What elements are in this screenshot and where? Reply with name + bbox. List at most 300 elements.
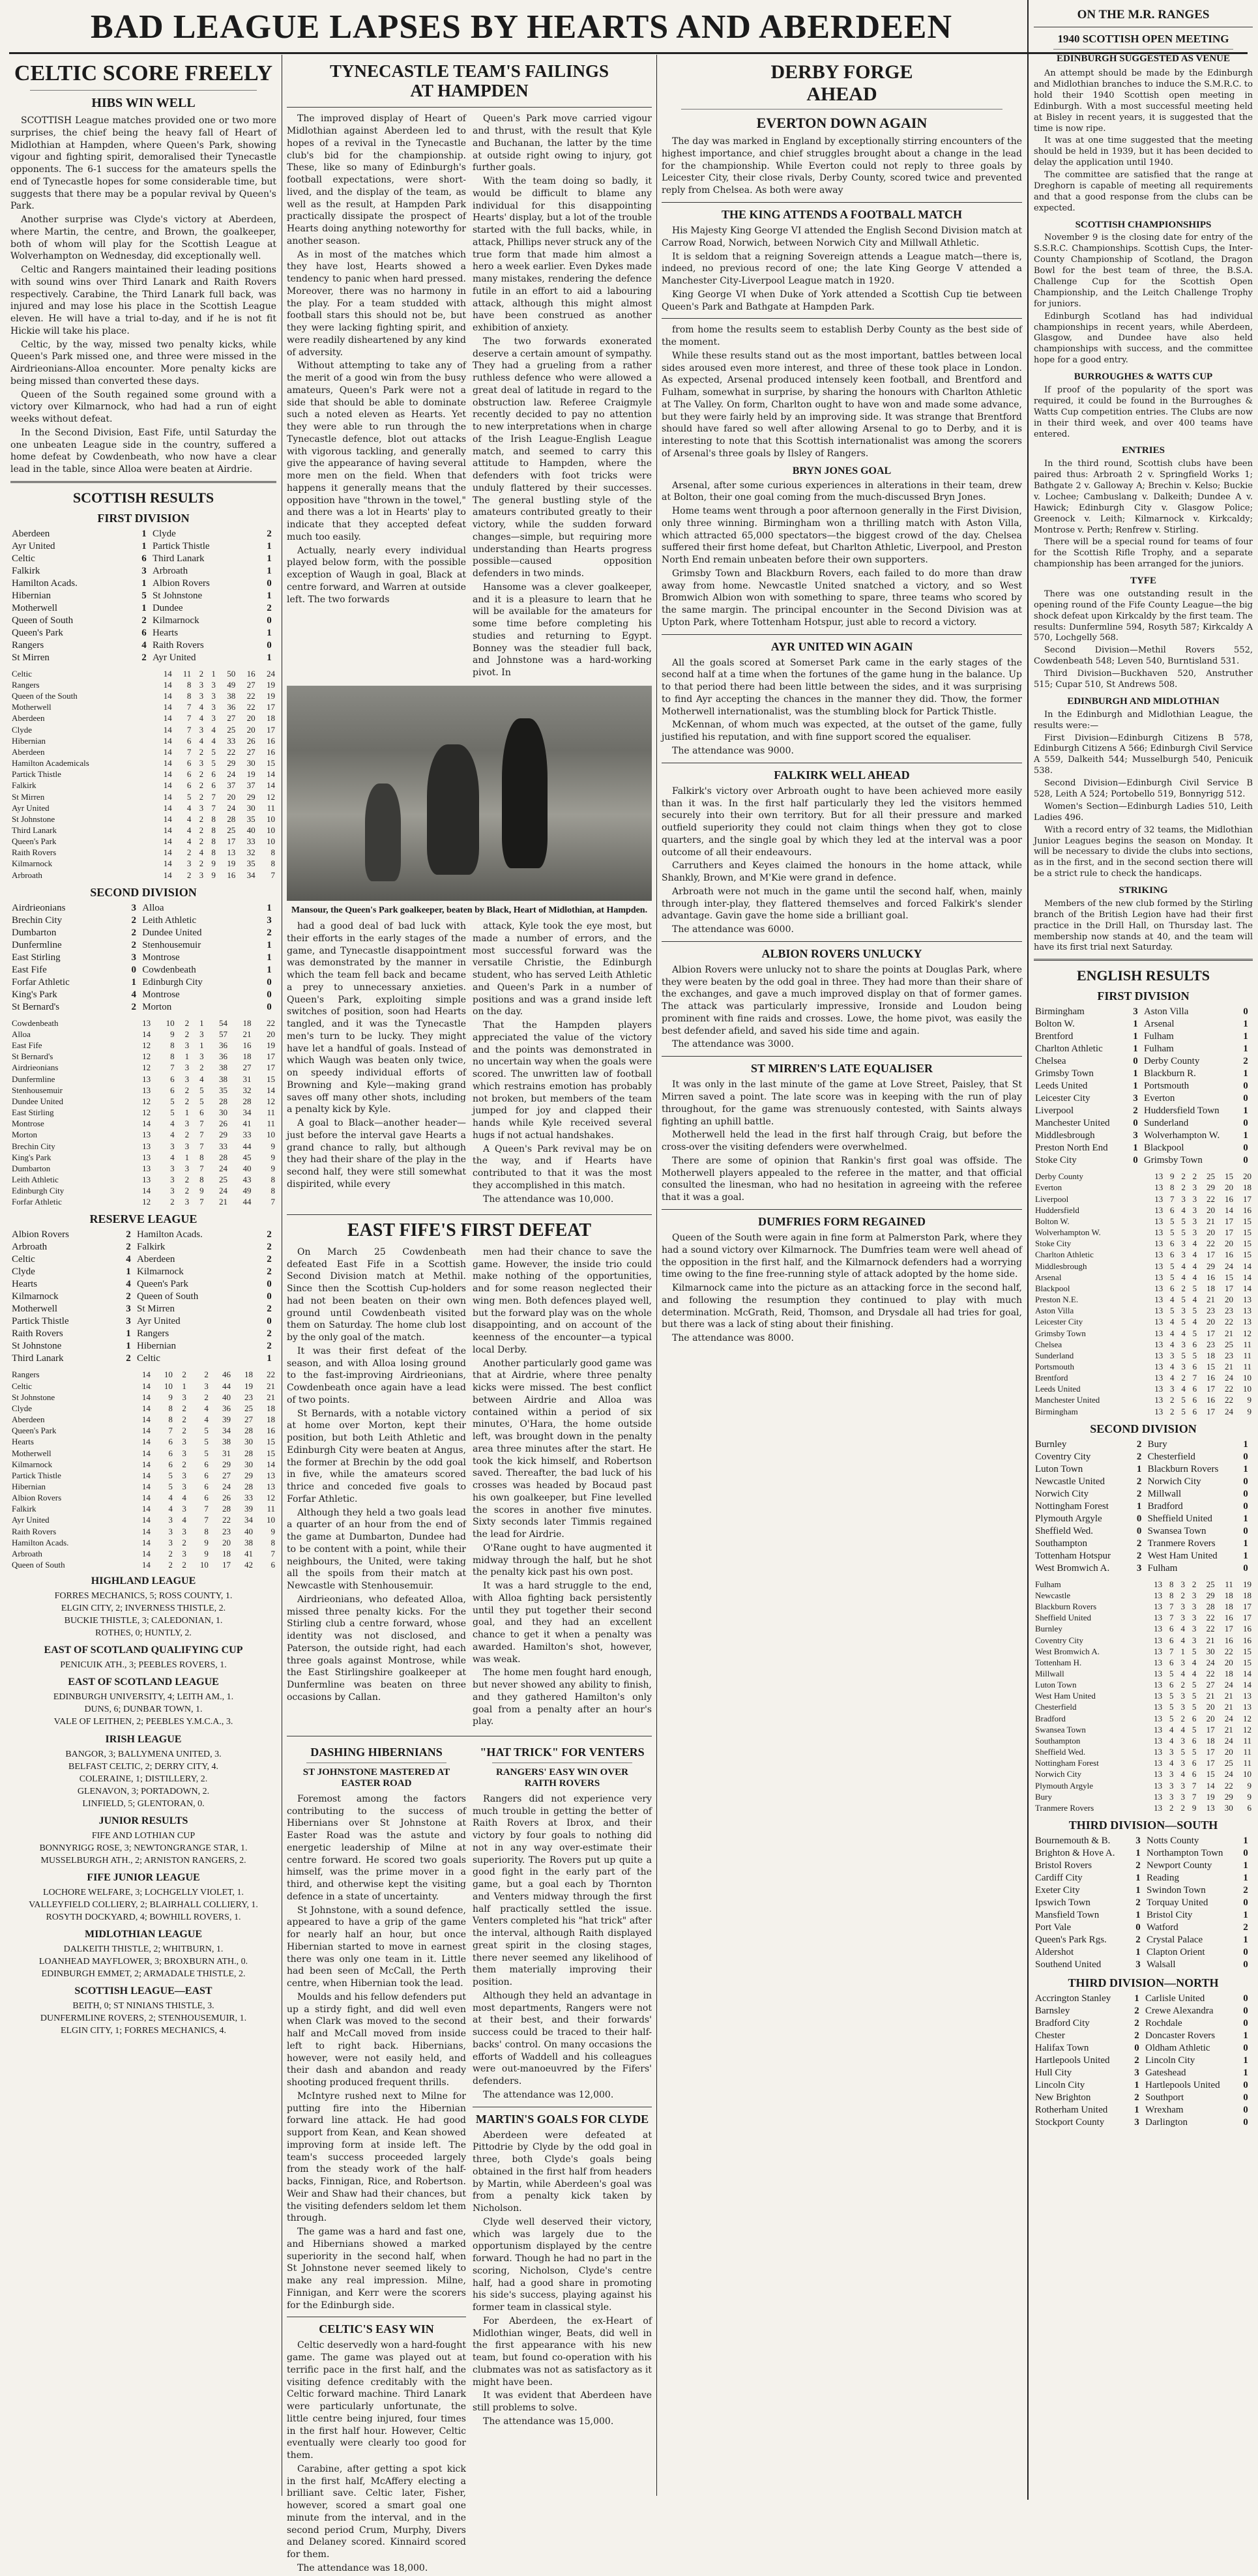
team-name: Leith Athletic: [12, 1174, 59, 1184]
player-figure: [365, 783, 401, 881]
st-mirren-article: [662, 1079, 1022, 1204]
table-row: [1034, 1735, 1253, 1746]
table-row: [1034, 1182, 1253, 1193]
team-name: Dunfermline: [12, 939, 62, 950]
stat-cell: 18: [222, 1548, 231, 1559]
stat-cell: 15: [1243, 1238, 1251, 1249]
stat-cell: 13: [1154, 1193, 1163, 1204]
team-name: Millwall: [1147, 1488, 1182, 1499]
stat-cell: 13: [1154, 1635, 1163, 1645]
stat-cell: 28: [244, 1482, 253, 1492]
main-headline: BAD LEAGUE LAPSES BY HEARTS AND ABERDEEN: [90, 8, 953, 46]
table-row: [10, 1129, 276, 1140]
score: 0: [1136, 1525, 1142, 1536]
result-row: [1034, 1860, 1253, 1872]
stat-cell: 5: [204, 1448, 209, 1458]
team-name: Southampton: [1035, 1735, 1081, 1746]
stat-cell: 20: [1224, 1657, 1233, 1667]
stat-cell: 16: [267, 1426, 275, 1436]
stat-cell: 32: [246, 847, 256, 858]
stat-cell: 5: [1181, 1295, 1186, 1305]
stat-cell: 28: [1206, 1602, 1215, 1612]
table-row: [10, 1163, 276, 1174]
stat-cell: 38: [219, 1062, 228, 1073]
stat-cell: 3: [1180, 1691, 1185, 1701]
table-row: [1034, 1394, 1253, 1405]
stat-cell: 57: [219, 1029, 228, 1039]
team-name: Montrose: [12, 1119, 44, 1129]
stat-cell: 7: [211, 802, 216, 813]
result-row: [10, 1266, 276, 1278]
stat-cell: 9: [204, 1537, 209, 1547]
stat-cell: 7: [1169, 1602, 1174, 1612]
minor-result-line: EDINBURGH EMMET, 2; ARMADALE THISTLE, 2.: [41, 1969, 246, 1979]
stat-cell: 13: [142, 1074, 151, 1084]
stat-cell: 6: [204, 1459, 209, 1469]
stat-cell: 13: [1154, 1747, 1163, 1757]
stat-cell: 14: [141, 1526, 151, 1536]
stat-cell: 4: [1181, 1328, 1186, 1338]
score: 2: [1135, 1935, 1141, 1946]
table-row: [10, 1448, 276, 1459]
stat-cell: 14: [163, 713, 172, 724]
score: 2: [126, 1291, 131, 1302]
result-row: [1034, 1130, 1253, 1142]
team-name: Clyde: [152, 528, 176, 539]
stat-cell: 30: [246, 758, 256, 768]
stat-cell: 13: [1154, 1261, 1163, 1271]
team-name: Partick Thistle: [12, 769, 61, 780]
team-name: St Johnstone: [12, 813, 55, 824]
second-division-title: SECOND DIVISION: [90, 885, 197, 899]
score: 1: [1243, 1935, 1248, 1946]
stat-cell: 14: [163, 679, 172, 690]
team-name: Arsenal: [1035, 1272, 1062, 1282]
stat-cell: 1: [1180, 1646, 1185, 1656]
stat-cell: 4: [170, 1119, 175, 1129]
stat-cell: 13: [142, 1152, 151, 1162]
result-row: [10, 1278, 276, 1291]
separator: [662, 634, 1022, 635]
minor-league-title: FIFE JUNIOR LEAGUE: [87, 1871, 200, 1883]
result-row: [1034, 1513, 1253, 1525]
stat-cell: 22: [1207, 1238, 1216, 1249]
stat-cell: 7: [199, 1163, 204, 1173]
score: 3: [1135, 1836, 1141, 1847]
stat-cell: 29: [244, 1470, 253, 1480]
stat-cell: 3: [1170, 1350, 1175, 1360]
stat-cell: 11: [267, 1119, 275, 1129]
edinburgh-midlothian-article: [1034, 710, 1253, 824]
stat-cell: 22: [1224, 1646, 1233, 1656]
paragraph: Queen of the South regained some ground with a victory over Kilmarnock, who had had a run of eight weeks without defeat.: [10, 389, 276, 425]
stat-cell: 54: [219, 1017, 228, 1028]
stat-cell: 10: [199, 1560, 209, 1570]
team-name: Blackburn Rovers: [1147, 1463, 1219, 1474]
english-second-division-table: [1034, 1579, 1253, 1813]
stat-cell: 10: [1243, 1769, 1251, 1779]
stat-cell: 13: [1154, 1579, 1163, 1589]
stat-cell: 2: [199, 780, 204, 791]
stat-cell: 35: [246, 858, 256, 869]
stat-cell: 17: [1224, 1624, 1233, 1634]
paragraph: Clyde well deserved their victory, which was largely due to the opportunism displayed by the centre forward. Though he had no part in the scoring, Nicholson, Clyde's centre half, had a good share in promoting his side's success, playing against his former team in classical style.: [473, 2216, 652, 2313]
score: 0: [267, 989, 272, 1000]
team-name: Montrose: [142, 989, 180, 1000]
team-name: Luton Town: [1035, 1680, 1077, 1690]
team-name: Arsenal: [1143, 1019, 1175, 1030]
stat-cell: 13: [267, 1470, 275, 1480]
table-row: [10, 724, 276, 735]
player-figure: [427, 744, 479, 875]
team-name: Preston N.E.: [1035, 1295, 1079, 1305]
stat-cell: 17: [222, 1560, 231, 1570]
stat-cell: 6: [168, 1459, 173, 1469]
minor-result-line: BONNYRIGG ROSE, 3; NEWTONGRANGE STAR, 1.: [39, 1843, 248, 1853]
team-name: Torquay United: [1146, 1897, 1208, 1909]
score: 1: [1243, 1105, 1248, 1117]
paragraph: Although they held an advantage in most departments, Rangers were not at their best, and their forwards' success could be traced to their half-backs' control. On many occasions the efforts of Waddell and his colleagues were out-manoeuvred by the Fifers' defenders.: [473, 1990, 652, 2087]
table-row: [10, 1062, 276, 1073]
paragraph: For Aberdeen, the ex-Heart of Midlothian winger, Beats, did well in the first appearance with his new team, but found co-operation with his clubmates was not as satisfactory as it might have been.: [473, 2315, 652, 2388]
team-name: Hearts: [12, 1279, 38, 1290]
stat-cell: 17: [1224, 1216, 1233, 1226]
table-row: [10, 757, 276, 768]
team-name: Kilmarnock: [12, 1459, 53, 1469]
stat-cell: 3: [186, 858, 192, 869]
stat-cell: 11: [1243, 1339, 1251, 1349]
score: 0: [1243, 2105, 1248, 2116]
score: 1: [1136, 1500, 1142, 1512]
paragraph: Carabine, after getting a spot kick in the first half, McAffery electing a brilliant save. Celtic later, Fisher, however, scored a smart goal one minute from the interval, and in the second period Crum, Murphy, Divers and Delaney scored. Kinnaird scored for them.: [287, 2463, 466, 2560]
stat-cell: 10: [267, 836, 275, 847]
stat-cell: 8: [1169, 1579, 1174, 1589]
stat-cell: 4: [1169, 1735, 1174, 1746]
table-row: [1034, 1590, 1253, 1601]
stat-cell: 19: [267, 1040, 275, 1051]
table-row: [10, 1481, 276, 1492]
result-row: [10, 1229, 276, 1241]
stat-cell: 14: [141, 1426, 151, 1436]
result-row: [10, 976, 276, 989]
stat-cell: 20: [267, 1029, 275, 1039]
stat-cell: 8: [204, 1526, 209, 1536]
score: 1: [1133, 1031, 1138, 1042]
team-name: Raith Rovers: [12, 847, 57, 858]
score: 0: [1243, 2117, 1248, 2128]
stat-cell: 5: [168, 1470, 173, 1480]
result-row: [10, 927, 276, 939]
result-row: [10, 1291, 276, 1303]
score: 0: [1133, 1118, 1138, 1129]
stat-cell: 29: [227, 758, 236, 768]
result-row: [1034, 1847, 1253, 1860]
score: 0: [1243, 2092, 1248, 2103]
stat-cell: 2: [184, 1085, 190, 1095]
table-row: [1034, 1216, 1253, 1227]
team-name: Rangers: [12, 679, 40, 690]
paragraph: men had their chance to save the game. However, the inside trio could make nothing of the opportunities, and for some reason neglected their wing men. Both defences played well, but the forward play was on the whole disappointing, and on account of the keenness of the encounter—a typical local Derby.: [473, 1246, 652, 1355]
stat-cell: 17: [227, 836, 236, 847]
stat-cell: 4: [186, 813, 192, 824]
stat-cell: 12: [267, 791, 275, 802]
table-row: [10, 1107, 276, 1118]
stat-cell: 9: [170, 1029, 175, 1039]
team-name: Queen's Park Rgs.: [1035, 1935, 1107, 1946]
stat-cell: 4: [1192, 1250, 1197, 1260]
stat-cell: 11: [1243, 1361, 1251, 1371]
stat-cell: 18: [1243, 1590, 1251, 1600]
stat-cell: 6: [1169, 1657, 1174, 1667]
stat-cell: 27: [227, 713, 236, 724]
paragraph: Although they held a two goals lead a quarter of an hour from the end of the game at Dumbarton, Dundee had to be content with a point, while their neighbours, the United, were taking all the spoils from their match at Newcastle with Stenhousemuir.: [287, 1507, 466, 1592]
result-row: [10, 989, 276, 1001]
stat-cell: 26: [219, 1119, 228, 1129]
stat-cell: 2: [184, 1017, 190, 1028]
score: 1: [1243, 1130, 1248, 1141]
score: 2: [1243, 1885, 1248, 1896]
team-name: Crystal Palace: [1146, 1935, 1203, 1946]
stat-cell: 2: [199, 791, 204, 802]
english-results-title: ENGLISH RESULTS: [1076, 967, 1210, 984]
table-row: [10, 1141, 276, 1152]
stat-cell: 13: [1154, 1613, 1163, 1623]
stat-cell: 3: [184, 1040, 190, 1051]
stat-cell: 13: [1154, 1283, 1163, 1293]
stat-cell: 16: [227, 870, 236, 880]
stat-cell: 12: [267, 1096, 275, 1106]
stat-cell: 7: [199, 1130, 204, 1140]
stat-cell: 14: [141, 1459, 151, 1469]
team-name: Forfar Athletic: [12, 1197, 62, 1207]
paragraph: Queen of the South were again in fine form at Palmerston Park, where they had a sound victory over Kilmarnock. The Dumfries team were well ahead of the opposition in the first half, and the Kilmarnock defenders had a worrying time owing to the fine free-running style of attack adopted by the home side.: [662, 1233, 1022, 1280]
stat-cell: 10: [1243, 1373, 1251, 1383]
score: 2: [1136, 1550, 1142, 1561]
stat-cell: 49: [227, 679, 236, 690]
paragraph: The attendance was 6000.: [672, 924, 794, 935]
team-name: Alloa: [142, 902, 164, 913]
result-row: [1034, 1451, 1253, 1463]
stat-cell: 18: [1207, 1350, 1216, 1360]
score: 1: [267, 565, 272, 576]
team-name: Hibernian: [137, 1341, 177, 1352]
table-row: [10, 836, 276, 847]
table-row: [1034, 1768, 1253, 1779]
stat-cell: 28: [227, 813, 236, 824]
stat-cell: 38: [219, 1074, 228, 1084]
result-row: [1034, 1488, 1253, 1500]
score: 0: [267, 1291, 272, 1302]
table-row: [1034, 1612, 1253, 1623]
table-row: [10, 1459, 276, 1470]
team-name: Dundee: [152, 602, 183, 613]
col-divider-2: [656, 55, 657, 2496]
stat-cell: 27: [1206, 1680, 1215, 1690]
stat-cell: 3: [1180, 1602, 1185, 1612]
paragraph: A Queen's Park revival may be on the way, and if Hearts have contributed to that it was the most they accomplished in this match.: [473, 1143, 652, 1191]
score: 2: [131, 927, 136, 938]
team-name: Bradford City: [1035, 2018, 1090, 2029]
result-row: [1034, 1946, 1253, 1959]
team-name: Arbroath: [12, 870, 42, 880]
paragraph: McKennan, of whom much was expected, at the outset of the game, fully justified his reputation, and with fine support scored the equaliser.: [662, 720, 1022, 743]
paragraph: First Division—Edinburgh Citizens B 578, Edinburgh Citizens A 566; Edinburgh Civil Service A 559, Dalkeith 544; Musselburgh 540, Penicuik 538.: [1034, 733, 1253, 776]
score: 0: [1243, 1525, 1248, 1536]
stat-cell: 3: [168, 1537, 173, 1547]
stat-cell: 4: [1192, 1317, 1197, 1327]
team-name: Sheffield Wed.: [1035, 1525, 1094, 1536]
team-name: Kilmarnock: [12, 858, 53, 869]
tynecastle-col-b: [473, 113, 652, 681]
team-name: Hamilton Acads.: [12, 578, 78, 589]
stat-cell: 7: [1192, 1780, 1197, 1791]
score: 1: [1243, 2030, 1248, 2042]
team-name: Crewe Alexandra: [1145, 2006, 1214, 2017]
stat-cell: 14: [142, 1119, 151, 1129]
stat-cell: 6: [204, 1493, 209, 1503]
entries-article: [1034, 459, 1253, 570]
stat-cell: 15: [1224, 1272, 1233, 1282]
stat-cell: 16: [1243, 1624, 1251, 1634]
minor-league-title: HIGHLAND LEAGUE: [91, 1575, 196, 1587]
score: 0: [1243, 1143, 1248, 1154]
stat-cell: 6: [1192, 1406, 1197, 1416]
stat-cell: 8: [271, 1186, 275, 1196]
team-name: Clyde: [12, 1403, 33, 1413]
score: 1: [267, 964, 272, 975]
stat-cell: 17: [1207, 1406, 1216, 1416]
stat-cell: 3: [199, 870, 204, 880]
team-name: Dumbarton: [12, 1163, 51, 1173]
stat-cell: 26: [222, 1493, 231, 1503]
stat-cell: 17: [1207, 1250, 1216, 1260]
stat-cell: 30: [219, 1107, 228, 1118]
minor-result-line: BANGOR, 3; BALLYMENA UNITED, 3.: [65, 1749, 222, 1759]
stat-cell: 3: [170, 1186, 175, 1196]
stat-cell: 2: [1181, 1182, 1186, 1193]
stat-cell: 5: [1169, 1669, 1174, 1679]
stat-cell: 13: [1154, 1250, 1163, 1260]
team-name: Newcastle United: [1035, 1476, 1105, 1487]
table-row: [1034, 1690, 1253, 1701]
result-row: [1034, 1117, 1253, 1130]
english-first-division-table: [1034, 1171, 1253, 1416]
team-name: Leicester City: [1035, 1093, 1090, 1104]
english-first-division-results: [1034, 1006, 1253, 1167]
stat-cell: 14: [141, 1482, 151, 1492]
stat-cell: 13: [1154, 1602, 1163, 1612]
stat-cell: 13: [1154, 1182, 1163, 1193]
paragraph: The committee are satisfied that the range at Dreghorn is capable of meeting all requirements and that a good response from the clubs can be expected.: [1034, 170, 1253, 213]
stat-cell: 5: [1169, 1691, 1174, 1701]
stat-cell: 18: [1224, 1602, 1233, 1612]
team-name: Accrington Stanley: [1035, 1993, 1111, 2004]
stat-cell: 4: [170, 1152, 175, 1162]
paragraph: It was only in the last minute of the game at Love Street, Paisley, that St Mirren saved a point. The late score was in keeping with the run of play throughout, for the game was strenuously contested, with Saints always fighting an uphill battle.: [662, 1079, 1022, 1127]
result-row: [10, 553, 276, 565]
stat-cell: 14: [1243, 1261, 1251, 1271]
paragraph: All the goals scored at Somerset Park came in the early stages of the second half at a time when the fortunes of the game hung in the balance. Up to that period there had been little between the sides, and it was surprising to find Ayr accepting the chances in the manner they did. Thow, the former Motherwell internationalist, was the stumbling block for Partick Thistle.: [662, 657, 1022, 717]
table-row: [1034, 1579, 1253, 1590]
stat-cell: 1: [199, 1017, 204, 1028]
table-row: [1034, 1205, 1253, 1216]
stat-cell: 3: [1169, 1791, 1174, 1802]
dumfries-headline: DUMFRIES FORM REGAINED: [757, 1214, 926, 1228]
stat-cell: 14: [1243, 1272, 1251, 1282]
fife-headline: TYFE: [1130, 576, 1156, 587]
team-name: Rotherham United: [1035, 2105, 1108, 2116]
stat-cell: 12: [1243, 1724, 1251, 1734]
stat-cell: 6: [1192, 1769, 1197, 1779]
stat-cell: 14: [163, 702, 172, 712]
table-row: [10, 1369, 276, 1380]
stat-cell: 1: [182, 1381, 186, 1391]
column-2: [287, 57, 652, 2573]
stat-cell: 14: [1224, 1205, 1233, 1215]
stat-cell: 2: [199, 836, 204, 847]
table-row: [10, 668, 276, 679]
team-name: Brentford: [1035, 1373, 1068, 1383]
stat-cell: 3: [184, 1074, 190, 1084]
team-name: Albion Rovers: [12, 1229, 69, 1240]
team-name: Arbroath: [152, 565, 188, 576]
stat-cell: 22: [222, 1515, 231, 1525]
paragraph: The attendance was 12,000.: [483, 2089, 614, 2100]
celtic-headline: CELTIC SCORE FREELY: [14, 61, 273, 85]
result-row: [1034, 1934, 1253, 1946]
stat-cell: 21: [1206, 1635, 1215, 1645]
result-row: [1034, 1043, 1253, 1055]
stat-cell: 23: [222, 1526, 231, 1536]
team-name: Rochdale: [1145, 2018, 1182, 2029]
derby-article-intro: [662, 136, 1022, 197]
stat-cell: 27: [246, 746, 256, 757]
team-name: Exeter City: [1035, 1885, 1080, 1896]
stat-cell: 14: [163, 691, 172, 701]
separator: [30, 90, 257, 91]
team-name: King's Park: [12, 989, 57, 1000]
stat-cell: 15: [1207, 1361, 1216, 1371]
result-row: [1034, 2055, 1253, 2067]
stat-cell: 33: [246, 836, 256, 847]
stat-cell: 20: [246, 713, 256, 724]
stat-cell: 2: [204, 1392, 209, 1402]
stat-cell: 14: [163, 858, 172, 869]
table-row: [10, 735, 276, 746]
stat-cell: 49: [242, 1186, 252, 1196]
paragraph: Foremost among the factors contributing to the success of Hibernians over St Johnstone at Easter Road was the astute and energetic leadership of Milne at centre forward. He scored two goals himself, was the prime mover in a third, and otherwise kept the visiting defence in a state of uncertainty.: [287, 1793, 466, 1902]
team-name: Cowdenbeath: [142, 964, 196, 975]
stat-cell: 29: [1207, 1182, 1216, 1193]
team-name: St Mirren: [12, 652, 50, 663]
stat-cell: 7: [199, 1197, 204, 1207]
second-division-table: [10, 1017, 276, 1208]
result-row: [1034, 1476, 1253, 1488]
minor-result-line: EDINBURGH UNIVERSITY, 4; LEITH AM., 1.: [53, 1692, 234, 1703]
result-row: [10, 540, 276, 553]
paragraph: SCOTTISH League matches provided one or two more surprises, the chief being the heavy fall of Heart of Midlothian at Hampden, where Queen's Park, showing vigour and fighting spirit, demoralised their Tynecastle opponents. The 6-1 success for the amateurs spells the end of Tynecastle hopes for some considerable time, but suggests that there may be a popular revival by Queen's Park.: [10, 115, 276, 212]
table-row: [10, 1514, 276, 1525]
column-3: [662, 57, 1022, 2495]
stat-cell: 2: [199, 769, 204, 780]
paragraph: The game was a hard and fast one, and Hibernians showed a marked superiority in the second half, when St Johnstone never seemed likely to make any real impression. Milne, Finnigan, and Kerr were the scorers for the Edinburgh side.: [287, 2227, 466, 2311]
stat-cell: 34: [246, 870, 256, 880]
score: 0: [267, 1316, 272, 1327]
team-name: Barnsley: [1035, 2006, 1070, 2017]
team-name: Raith Rovers: [12, 1328, 63, 1339]
stat-cell: 16: [1224, 1250, 1233, 1260]
open-meeting-article: [1034, 68, 1253, 214]
